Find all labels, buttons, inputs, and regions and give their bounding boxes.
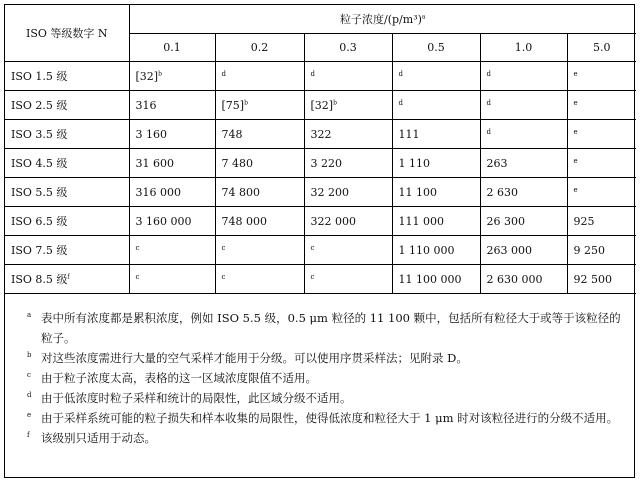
concentration-cell xyxy=(567,236,636,265)
concentration-value: 3 160 000 xyxy=(135,214,192,228)
concentration-cell xyxy=(215,265,304,294)
concentration-cell xyxy=(129,120,215,149)
footnote-mark: a xyxy=(421,13,426,21)
particle-size-header: 0.2 xyxy=(215,34,304,62)
class-label: ISO 2.5 级 xyxy=(11,99,68,112)
class-label-cell xyxy=(5,149,129,178)
footnote-item xyxy=(27,348,624,368)
concentration-cell xyxy=(304,265,392,294)
table-row xyxy=(5,236,636,265)
concentration-cell xyxy=(480,207,567,236)
footnote-key: a xyxy=(27,311,32,319)
concentration-value: 3 220 xyxy=(310,156,342,170)
concentration-cell xyxy=(392,236,480,265)
footnote-mark: d xyxy=(310,69,315,78)
concentration-value: 92 500 xyxy=(573,272,612,286)
footnote-mark: c xyxy=(135,243,140,252)
class-label: ISO 3.5 级 xyxy=(11,128,68,141)
concentration-value: 263 xyxy=(486,156,508,170)
footnote-key: b xyxy=(27,351,32,359)
footnote-mark: b xyxy=(244,98,248,106)
footnote-mark: e xyxy=(573,156,578,165)
concentration-cell xyxy=(304,236,392,265)
class-label-cell xyxy=(5,62,129,91)
corner-header xyxy=(5,5,129,62)
concentration-cell xyxy=(392,265,480,294)
footnote-item xyxy=(27,308,624,348)
footnote-item xyxy=(27,388,624,408)
footnote-mark: d xyxy=(398,98,403,107)
concentration-cell xyxy=(215,207,304,236)
concentration-cell xyxy=(215,62,304,91)
table-row xyxy=(5,207,636,236)
footnote-key: c xyxy=(27,371,31,379)
footnote-mark: e xyxy=(573,98,578,107)
concentration-cell xyxy=(480,149,567,178)
concentration-value: 31 600 xyxy=(135,156,174,170)
concentration-value: 322 xyxy=(310,127,332,141)
footnote-mark: c xyxy=(310,243,315,252)
concentration-group-header xyxy=(129,5,636,34)
concentration-cell xyxy=(567,178,636,207)
concentration-cell xyxy=(304,178,392,207)
footnote-mark: b xyxy=(333,98,337,106)
concentration-cell xyxy=(480,91,567,120)
footnote-text: 表中所有浓度都是累积浓度，例如 ISO 5.5 级，0.5 μm 粒径的 11 100 颗中，包括所有粒径大于或等于该粒径的粒子。 xyxy=(41,311,621,345)
concentration-cell xyxy=(392,120,480,149)
footnote-mark: c xyxy=(310,272,315,281)
concentration-cell xyxy=(129,62,215,91)
footnote-mark: b xyxy=(158,69,162,77)
concentration-cell xyxy=(304,91,392,120)
particle-size-header: 5.0 xyxy=(567,34,636,62)
concentration-cell xyxy=(480,236,567,265)
footnote-mark: e xyxy=(573,127,578,136)
particle-size-header: 0.5 xyxy=(392,34,480,62)
concentration-value: 1 110 xyxy=(398,156,430,170)
concentration-value: 748 000 xyxy=(221,214,267,228)
iso-class-table xyxy=(5,5,636,294)
concentration-cell xyxy=(480,178,567,207)
concentration-cell xyxy=(567,207,636,236)
footnote-key: e xyxy=(27,411,32,419)
class-label: ISO 6.5 级 xyxy=(11,215,68,228)
footnote-mark: d xyxy=(486,127,491,136)
footnote-mark: d xyxy=(221,69,226,78)
concentration-value: 9 250 xyxy=(573,243,605,257)
corner-label: ISO 等级数字 N xyxy=(25,27,108,40)
footnote-mark: c xyxy=(221,243,226,252)
concentration-value: 316 000 xyxy=(135,185,181,199)
concentration-cell xyxy=(129,91,215,120)
concentration-cell xyxy=(480,62,567,91)
concentration-value: 1 110 000 xyxy=(398,243,455,257)
footnote-text: 由于低浓度时粒子采样和统计的局限性，此区域分级不适用。 xyxy=(41,391,352,405)
concentration-value: 11 100 xyxy=(398,185,437,199)
concentration-cell xyxy=(480,120,567,149)
class-label-cell xyxy=(5,207,129,236)
footnote-item xyxy=(27,408,624,428)
footnote-text: 对这些浓度需进行大量的空气采样才能用于分级。可以使用序贯采样法；见附录 D。 xyxy=(41,351,468,365)
concentration-value: 11 100 000 xyxy=(398,272,462,286)
concentration-cell xyxy=(129,178,215,207)
concentration-cell xyxy=(304,120,392,149)
concentration-value: 26 300 xyxy=(486,214,525,228)
concentration-cell xyxy=(215,236,304,265)
concentration-value: 2 630 xyxy=(486,185,518,199)
class-label: ISO 8.5 级 xyxy=(11,273,68,286)
concentration-cell xyxy=(304,207,392,236)
concentration-value: 32 200 xyxy=(310,185,349,199)
class-label-cell xyxy=(5,236,129,265)
class-label: ISO 7.5 级 xyxy=(11,244,68,257)
class-label: ISO 1.5 级 xyxy=(11,70,68,83)
concentration-value: 2 630 000 xyxy=(486,272,543,286)
table-row xyxy=(5,62,636,91)
concentration-cell xyxy=(392,62,480,91)
concentration-cell xyxy=(480,265,567,294)
footnote-mark: e xyxy=(573,69,578,78)
concentration-cell xyxy=(129,149,215,178)
footnote-item xyxy=(27,368,624,388)
footnote-mark: e xyxy=(573,185,578,194)
concentration-value: 74 800 xyxy=(221,185,260,199)
concentration-value: [32] xyxy=(310,98,334,112)
concentration-cell xyxy=(129,265,215,294)
concentration-cell xyxy=(215,149,304,178)
concentration-cell xyxy=(567,120,636,149)
concentration-cell xyxy=(567,149,636,178)
footnote-item xyxy=(27,428,624,448)
concentration-cell xyxy=(392,178,480,207)
group-header-label: 粒子浓度/(p/m³) xyxy=(340,13,422,26)
footnote-text: 由于粒子浓度太高，表格的这一区域浓度限值不适用。 xyxy=(41,371,317,385)
footnote-mark: d xyxy=(486,98,491,107)
table-row xyxy=(5,91,636,120)
concentration-value: 111 xyxy=(398,127,420,141)
footnote-mark: d xyxy=(398,69,403,78)
footnote-key: d xyxy=(27,391,32,399)
concentration-cell xyxy=(304,62,392,91)
concentration-cell xyxy=(567,62,636,91)
concentration-value: 925 xyxy=(573,214,595,228)
concentration-value: 748 xyxy=(221,127,243,141)
concentration-cell xyxy=(392,207,480,236)
concentration-cell xyxy=(567,91,636,120)
table-row xyxy=(5,149,636,178)
table-body xyxy=(5,62,636,294)
footnote-mark: c xyxy=(135,272,140,281)
concentration-value: 7 480 xyxy=(221,156,253,170)
concentration-cell xyxy=(567,265,636,294)
concentration-value: 111 000 xyxy=(398,214,444,228)
concentration-value: 316 xyxy=(135,98,157,112)
class-label: ISO 5.5 级 xyxy=(11,186,68,199)
footnote-mark: f xyxy=(67,273,70,281)
concentration-value: 3 160 xyxy=(135,127,167,141)
class-label: ISO 4.5 级 xyxy=(11,157,68,170)
concentration-cell xyxy=(304,149,392,178)
concentration-cell xyxy=(392,149,480,178)
concentration-value: 263 000 xyxy=(486,243,532,257)
class-label-cell xyxy=(5,120,129,149)
footnotes xyxy=(5,294,634,448)
concentration-cell xyxy=(215,120,304,149)
table-row xyxy=(5,178,636,207)
concentration-value: 322 000 xyxy=(310,214,356,228)
concentration-value: [32] xyxy=(135,69,159,83)
concentration-cell xyxy=(129,207,215,236)
concentration-cell xyxy=(215,178,304,207)
class-label-cell xyxy=(5,91,129,120)
table-row xyxy=(5,120,636,149)
particle-size-header: 0.1 xyxy=(129,34,215,62)
class-label-cell xyxy=(5,265,129,294)
concentration-value: [75] xyxy=(221,98,245,112)
particle-size-header: 0.3 xyxy=(304,34,392,62)
concentration-cell xyxy=(215,91,304,120)
footnote-mark: c xyxy=(221,272,226,281)
particle-size-header: 1.0 xyxy=(480,34,567,62)
footnote-key: f xyxy=(27,431,30,439)
classification-table-frame xyxy=(4,4,635,478)
concentration-cell xyxy=(129,236,215,265)
class-label-cell xyxy=(5,178,129,207)
table-row xyxy=(5,265,636,294)
footnote-text: 由于采样系统可能的粒子损失和样本收集的局限性，使得低浓度和粒径大于 1 μm 时对该粒径进行的分级不适用。 xyxy=(41,411,619,425)
footnote-text: 该级别只适用于动态。 xyxy=(41,431,156,445)
footnote-mark: d xyxy=(486,69,491,78)
concentration-cell xyxy=(392,91,480,120)
